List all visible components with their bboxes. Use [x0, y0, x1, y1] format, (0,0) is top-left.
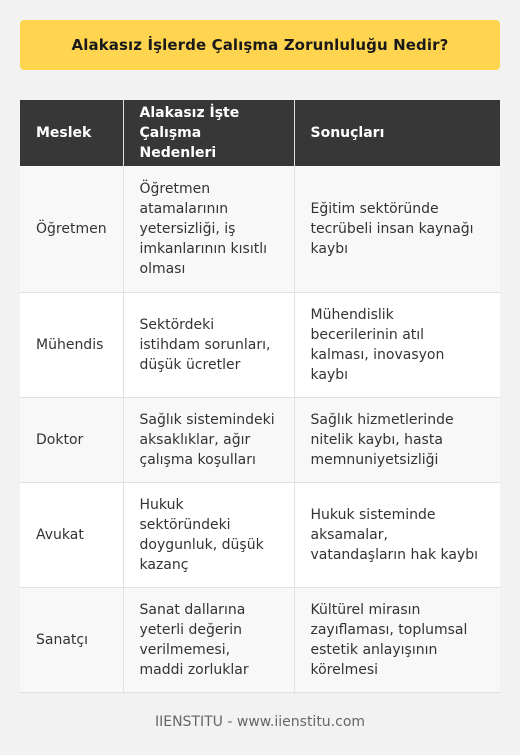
table-row — [20, 397, 500, 482]
cell-sonuclar: Kültürel mirasın zayıflaması, toplumsal estetik anlayışının körelmesi — [294, 587, 500, 692]
title-banner — [20, 20, 500, 70]
cell-nedenler: Öğretmen atamalarının yetersizliği, iş imkanlarının kısıtlı olması — [123, 166, 294, 292]
column-header-meslek: Meslek — [20, 100, 123, 166]
cell-meslek: Öğretmen — [20, 166, 123, 292]
page-title: Alakasız İşlerde Çalışma Zorunluluğu Nedir? — [71, 36, 449, 54]
column-header-sonuclar: Sonuçları — [294, 100, 500, 166]
table-row — [20, 587, 500, 692]
cell-sonuclar: Eğitim sektöründe tecrübeli insan kaynağı kaybı — [294, 166, 500, 292]
cell-meslek: Avukat — [20, 482, 123, 587]
cell-nedenler: Sağlık sistemindeki aksaklıklar, ağır çalışma koşulları — [123, 397, 294, 482]
cell-sonuclar: Mühendislik becerilerinin atıl kalması, inovasyon kaybı — [294, 292, 500, 397]
cell-meslek: Mühendis — [20, 292, 123, 397]
cell-sonuclar: Hukuk sisteminde aksamalar, vatandaşların hak kaybı — [294, 482, 500, 587]
table-row — [20, 292, 500, 397]
footer-credit: IIENSTITU - www.iienstitu.com — [154, 714, 366, 730]
table-row — [20, 166, 500, 292]
table-row — [20, 482, 500, 587]
cell-nedenler: Sektördeki istihdam sorunları, düşük ücretler — [123, 292, 294, 397]
cell-meslek: Doktor — [20, 397, 123, 482]
cell-nedenler: Sanat dallarına yeterli değerin verilmemesi, maddi zorluklar — [123, 587, 294, 692]
column-header-nedenler: Alakasız İşte Çalışma Nedenleri — [123, 100, 294, 166]
cell-meslek: Sanatçı — [20, 587, 123, 692]
cell-sonuclar: Sağlık hizmetlerinde nitelik kaybı, hasta memnuniyetsizliği — [294, 397, 500, 482]
comparison-table — [20, 100, 500, 693]
table-header-row — [20, 100, 500, 166]
cell-nedenler: Hukuk sektöründeki doygunluk, düşük kazanç — [123, 482, 294, 587]
